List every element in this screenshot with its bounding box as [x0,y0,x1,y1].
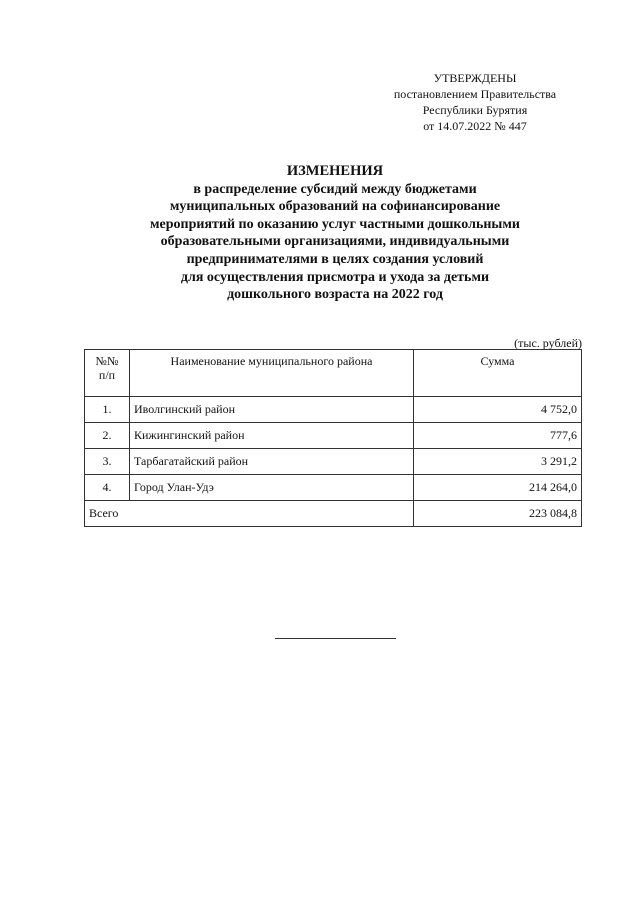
title-line: в распределение субсидий между бюджетами [193,181,477,197]
row-sum: 3 291,2 [414,449,582,475]
row-name: Город Улан-Удэ [130,475,414,501]
row-num: 1. [85,397,130,423]
document-title [110,163,560,304]
approval-date-line: от 14.07.2022 № 447 [423,119,527,133]
row-sum: 4 752,0 [414,397,582,423]
header-num [85,350,130,397]
table-header-row [85,350,582,397]
header-sum: Сумма [414,350,582,397]
units-label: (тыс. рублей) [514,336,582,350]
row-name: Тарбагатайский район [130,449,414,475]
header-num-line2: п/п [98,368,116,382]
table-row [85,449,582,475]
title-line: дошкольного возраста на 2022 год [227,287,443,303]
title-line: мероприятий по оказанию услуг частными дошкольными [150,216,520,232]
header-num-line1: №№ [95,354,119,368]
title-heading: ИЗМЕНЕНИЯ [286,163,384,179]
row-num: 3. [85,449,130,475]
row-num: 2. [85,423,130,449]
approval-line: Республики Бурятия [422,103,528,117]
approval-block [370,70,580,134]
total-label: Всего [85,501,414,527]
approval-line: постановлением Правительства [393,87,557,101]
table-row [85,397,582,423]
header-name: Наименование муниципального района [130,350,414,397]
table-row [85,475,582,501]
row-num: 4. [85,475,130,501]
row-sum: 214 264,0 [414,475,582,501]
total-row [85,501,582,527]
approval-line: УТВЕРЖДЕНЫ [433,71,517,85]
table-row [85,423,582,449]
title-line: муниципальных образований на софинансирование [169,199,501,215]
title-line: образовательными организациями, индивидуальными [160,234,510,250]
end-separator-line [275,638,396,639]
row-name: Иволгинский район [130,397,414,423]
title-line: предпринимателями в целях создания условий [186,251,484,267]
subsidy-table [84,349,582,527]
row-sum: 777,6 [414,423,582,449]
title-line: для осуществления присмотра и ухода за детьми [180,269,490,285]
row-name: Кижингинский район [130,423,414,449]
total-sum: 223 084,8 [414,501,582,527]
